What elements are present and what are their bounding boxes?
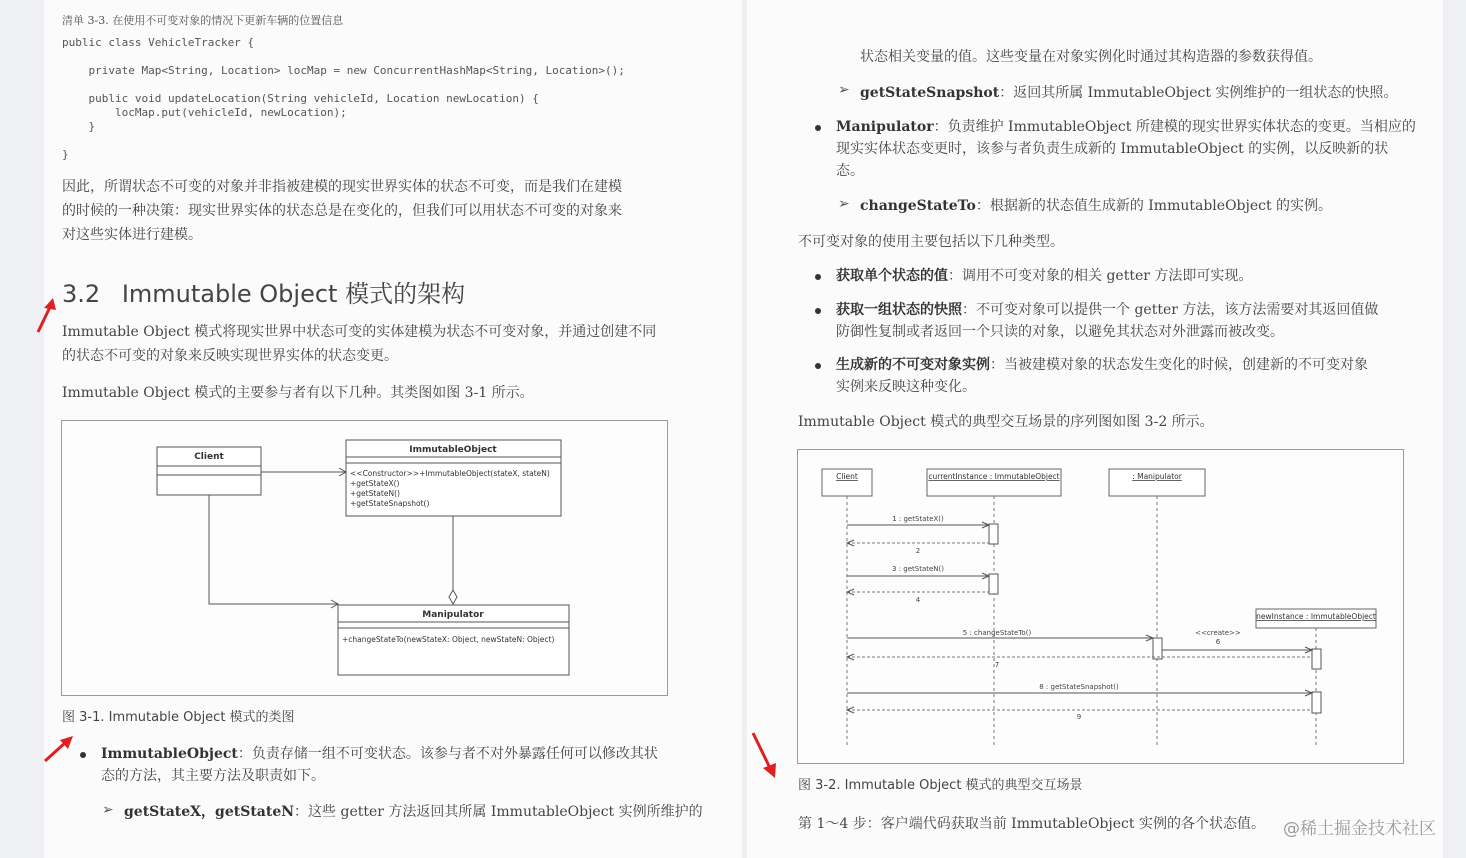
use-term: 生成新的不可变对象实例 <box>836 357 990 373</box>
immutable-class-name: ImmutableObject <box>409 445 497 455</box>
para-line: 因此，所谓状态不可变的对象并非指被建模的现实世界实体的状态不可变，而是我们在建模 <box>62 179 622 195</box>
method-label: +getStateSnapshot() <box>350 499 430 508</box>
sequence-diagram <box>797 449 1405 765</box>
method-label: +changeStateTo(newStateX: Object, newStateN: Object) <box>342 635 555 644</box>
annotation-arrow-icon <box>745 730 781 782</box>
method-label: +getStateX() <box>350 479 400 488</box>
figure-caption: 图 3-1. Immutable Object 模式的类图 <box>62 710 295 725</box>
method-label: +getStateN() <box>350 489 400 498</box>
paragraph <box>62 175 702 247</box>
bullet-text: 现实实体状态变更时，该参与者负责生成新的 ImmutableObject 的实例，以反映新的状 <box>836 141 1389 157</box>
client-class-name: Client <box>194 452 224 462</box>
message-label: 4 <box>915 596 921 604</box>
bullet-term: Manipulator <box>836 119 934 135</box>
annotation-arrow-icon <box>40 733 76 765</box>
use-term: 获取单个状态的值 <box>836 268 948 284</box>
bullet-text: ：负责维护 ImmutableObject 所建模的现实世界实体状态的变更。当相应的 <box>933 119 1416 135</box>
diagram-frame <box>798 450 1404 764</box>
figure-caption: 图 3-2. Immutable Object 模式的典型交互场景 <box>798 778 1083 793</box>
arrow-bullet-icon: ➢ <box>838 82 850 98</box>
use-text: ：调用不可变对象的相关 getter 方法即可实现。 <box>948 268 1253 284</box>
bullet-text: ：负责存储一组不可变状态。该参与者不对外暴露任何可以修改其状 <box>237 746 658 762</box>
message-label: <<create>> <box>1195 629 1241 637</box>
code-line: public void updateLocation(String vehicleId, Location newLocation) { <box>62 92 539 105</box>
para-line: Immutable Object 模式将现实世界中状态可变的实体建模为状态不可变对象，并通过创建不同 <box>62 324 657 340</box>
class-diagram <box>61 420 669 697</box>
message-label: 7 <box>994 661 1000 669</box>
right-page <box>747 0 1443 858</box>
bullet-text: 态。 <box>836 163 864 179</box>
paragraph: 不可变对象的使用主要包括以下几种类型。 <box>798 234 1064 250</box>
site-watermark: @稀土掘金技术社区 <box>1283 819 1436 839</box>
code-line: private Map<String, Location> locMap = new ConcurrentHashMap<String, Location>(); <box>62 64 625 77</box>
message-label: 5 : changeStateTo() <box>962 629 1032 637</box>
lifeline-label: : Manipulator <box>1132 472 1182 481</box>
method-label: <<Constructor>>+ImmutableObject(stateX, stateN) <box>350 469 550 478</box>
sub-term: changeStateTo <box>860 198 976 214</box>
sub-item <box>860 82 1397 104</box>
use-text: 防御性复制或者返回一个只读的对象，以避免其状态对外泄露而被改变。 <box>836 324 1284 340</box>
lifeline-label: currentInstance : ImmutableObject <box>928 472 1060 481</box>
bullet-text: 态的方法，其主要方法及职责如下。 <box>101 768 325 784</box>
bullet-dot <box>815 308 821 314</box>
paragraph: Immutable Object 模式的典型交互场景的序列图如图 3-2 所示。 <box>798 414 1214 430</box>
use-term: 获取一组状态的快照 <box>836 302 962 318</box>
para-line: 的时候的一种决策：现实世界实体的状态总是在变化的，但我们可以用状态不可变的对象来 <box>62 203 622 219</box>
section-number: 3.2 <box>62 280 101 308</box>
message-label: 3 : getStateN() <box>892 565 944 573</box>
use-item <box>836 265 1252 287</box>
message-label: 6 <box>1215 638 1221 646</box>
section-title: Immutable Object 模式的架构 <box>121 280 466 308</box>
sub-term: getStateSnapshot <box>860 85 1000 101</box>
code-line: } <box>62 148 69 161</box>
bullet-term: ImmutableObject <box>101 746 238 762</box>
section-heading <box>62 274 465 309</box>
arrow-bullet-icon: ➢ <box>102 802 114 818</box>
sub-term: getStateX，getStateN <box>124 804 295 820</box>
sub-text: ：返回其所属 ImmutableObject 实例维护的一组状态的快照。 <box>999 85 1398 101</box>
code-line: } <box>62 120 96 133</box>
lifeline-label: newInstance : ImmutableObject <box>1256 612 1376 621</box>
bullet-dot <box>815 125 821 131</box>
bullet-item <box>836 116 1416 182</box>
use-text: ：不可变对象可以提供一个 getter 方法，该方法需要对其返回值做 <box>962 302 1379 318</box>
message-label: 9 <box>1076 713 1082 721</box>
paragraph <box>62 320 702 368</box>
paragraph: 第 1～4 步：客户端代码获取当前 ImmutableObject 实例的各个状态值。 <box>798 816 1265 832</box>
continued-text: 状态相关变量的值。这些变量在对象实例化时通过其构造器的参数获得值。 <box>860 49 1322 65</box>
message-label: 8 : getStateSnapshot() <box>1039 683 1119 691</box>
left-page <box>44 0 742 858</box>
bullet-item <box>101 743 716 787</box>
annotation-arrow-icon <box>30 296 60 336</box>
bullet-dot <box>80 752 86 758</box>
listing-caption: 清单 3-3. 在使用不可变对象的情况下更新车辆的位置信息 <box>62 14 344 27</box>
arrow-bullet-icon: ➢ <box>838 196 850 212</box>
bullet-dot <box>815 274 821 280</box>
para-line: 的状态不可变的对象来反映实现世界实体的状态变更。 <box>62 348 398 364</box>
use-text: ：当被建模对象的状态发生变化的时候，创建新的不可变对象 <box>990 357 1368 373</box>
paragraph: Immutable Object 模式的主要参与者有以下几种。其类图如图 3-1 所示。 <box>62 385 534 401</box>
code-line: public class VehicleTracker { <box>62 36 255 49</box>
sub-item <box>860 195 1332 217</box>
code-line: locMap.put(vehicleId, newLocation); <box>62 106 347 119</box>
lifeline-label: Client <box>836 472 858 481</box>
message-label: 1 : getStateX() <box>892 515 944 523</box>
use-item <box>836 299 1416 343</box>
sub-text: ：这些 getter 方法返回其所属 ImmutableObject 实例所维护的 <box>294 804 703 820</box>
sub-item <box>124 801 703 823</box>
use-text: 实例来反映这种变化。 <box>836 379 976 395</box>
manipulator-class-name: Manipulator <box>422 610 484 620</box>
bullet-dot <box>815 363 821 369</box>
use-item <box>836 354 1416 398</box>
para-line: 对这些实体进行建模。 <box>62 227 202 243</box>
message-label: 2 <box>915 547 921 555</box>
sub-text: ：根据新的状态值生成新的 ImmutableObject 的实例。 <box>975 198 1333 214</box>
